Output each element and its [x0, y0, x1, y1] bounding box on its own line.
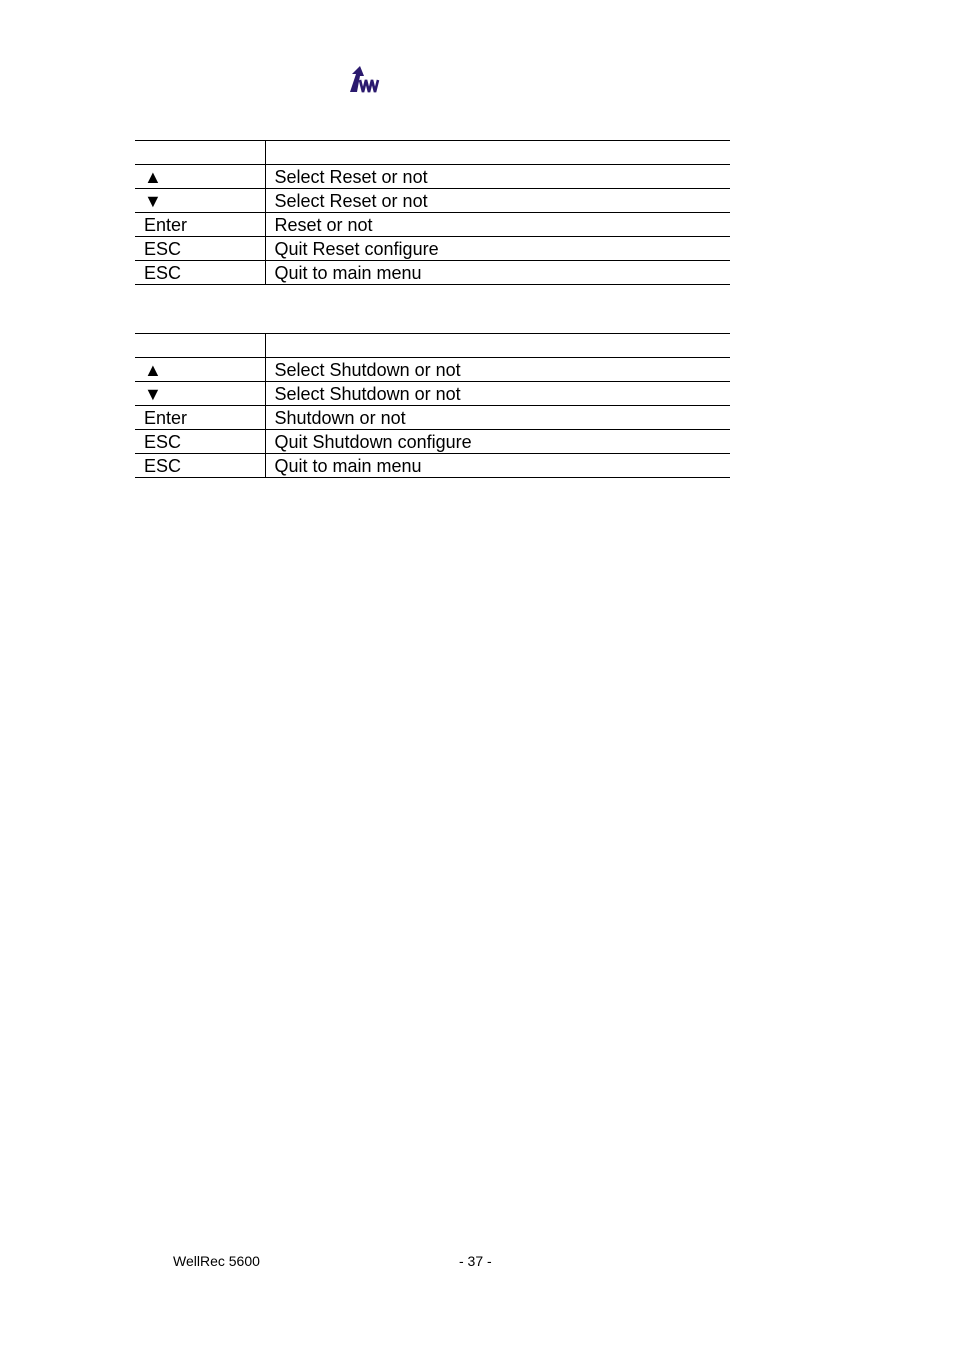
key-cell: ▼ [135, 382, 265, 406]
footer-product-name: WellRec 5600 [173, 1253, 260, 1269]
table-row [135, 430, 730, 454]
footer-page-number: - 37 - [459, 1253, 492, 1269]
header-key-cell [135, 334, 265, 358]
key-cell: Enter [135, 406, 265, 430]
key-cell: ▼ [135, 189, 265, 213]
desc-cell: Select Shutdown or not [265, 382, 730, 406]
table-row [135, 237, 730, 261]
desc-cell: Select Shutdown or not [265, 358, 730, 382]
key-cell: ESC [135, 261, 265, 285]
desc-cell: Quit to main menu [265, 454, 730, 478]
desc-cell: Quit Reset configure [265, 237, 730, 261]
desc-cell: Quit to main menu [265, 261, 730, 285]
table-header-row [135, 334, 730, 358]
table-row [135, 261, 730, 285]
table-header-row [135, 141, 730, 165]
table-row [135, 213, 730, 237]
shutdown-keys-table [135, 333, 730, 478]
key-cell: ESC [135, 237, 265, 261]
key-cell: Enter [135, 213, 265, 237]
table-row [135, 406, 730, 430]
header-desc-cell [265, 334, 730, 358]
desc-cell: Select Reset or not [265, 165, 730, 189]
desc-cell: Select Reset or not [265, 189, 730, 213]
table-row [135, 358, 730, 382]
desc-cell: Reset or not [265, 213, 730, 237]
key-cell: ▲ [135, 165, 265, 189]
desc-cell: Quit Shutdown configure [265, 430, 730, 454]
reset-keys-table [135, 140, 730, 285]
key-cell: ▲ [135, 358, 265, 382]
key-cell: ESC [135, 430, 265, 454]
table-row [135, 454, 730, 478]
header-key-cell [135, 141, 265, 165]
table-row [135, 189, 730, 213]
table-row [135, 165, 730, 189]
key-cell: ESC [135, 454, 265, 478]
header-desc-cell [265, 141, 730, 165]
table-row [135, 382, 730, 406]
brand-logo-icon [348, 66, 380, 94]
desc-cell: Shutdown or not [265, 406, 730, 430]
